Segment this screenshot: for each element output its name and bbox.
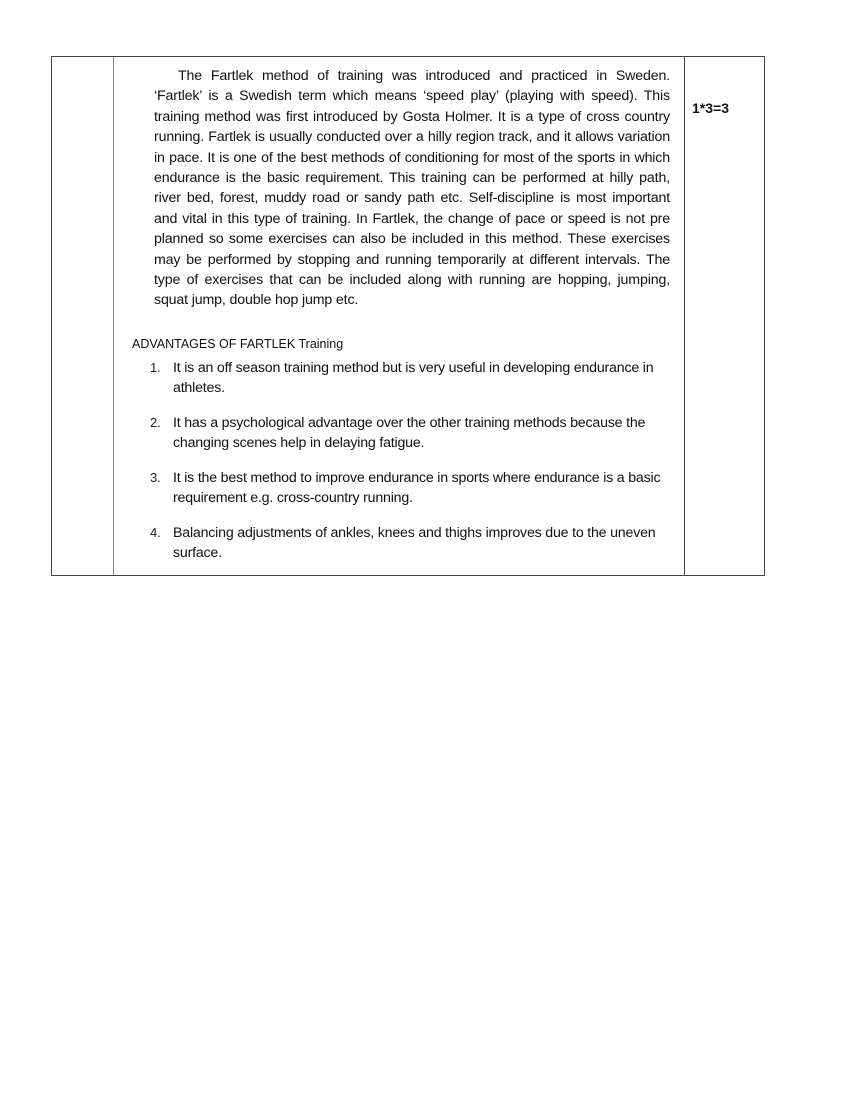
advantage-text: It is an off season training method but is very useful in developing endurance in athletes. <box>173 360 654 396</box>
advantage-item <box>150 523 670 563</box>
marks-cell <box>685 57 764 575</box>
answer-cell <box>114 57 685 575</box>
answer-table <box>51 56 765 576</box>
fartlek-description-paragraph <box>154 66 670 311</box>
advantage-number: 3. <box>150 470 161 485</box>
advantage-text: It is the best method to improve endurance in sports where endurance is a basic requirement e.g. cross-country running. <box>173 470 661 506</box>
advantage-number: 2. <box>150 415 161 430</box>
advantages-list <box>150 358 670 578</box>
serial-number-cell <box>52 57 114 575</box>
marks-value: 1*3=3 <box>692 100 729 116</box>
advantage-item <box>150 468 670 508</box>
advantages-heading: ADVANTAGES OF FARTLEK Training <box>132 337 344 351</box>
advantage-number: 1. <box>150 360 161 375</box>
advantage-item <box>150 358 670 398</box>
advantage-text: Balancing adjustments of ankles, knees and thighs improves due to the uneven surface. <box>173 525 656 561</box>
advantage-text: It has a psychological advantage over the other training methods because the changing scenes help in delaying fatigue. <box>173 415 646 451</box>
advantage-number: 4. <box>150 525 161 540</box>
advantage-item <box>150 413 670 453</box>
paragraph-text: The Fartlek method of training was introduced and practiced in Sweden. ‘Fartlek’ is a Swedish term which means ‘speed play’ (playing with speed). This training method was first introduced by Gosta Holmer. It is a type of cross country running. Fartlek is usually conducted over a hilly region track, and it allows variation in pace. It is one of the best methods of conditioning for most of the sports in which endurance is the basic requirement. This training can be performed at hilly path, river bed, forest, muddy road or sandy path etc. Self-discipline is most important and vital in this type of training. In Fartlek, the change of pace or speed is not pre planned so some exercises can also be included in this method. These exercises may be performed by stopping and running temporarily at different intervals. The type of exercises that can be included along with running are hopping, jumping, squat jump, double hop jump etc. <box>154 68 670 309</box>
